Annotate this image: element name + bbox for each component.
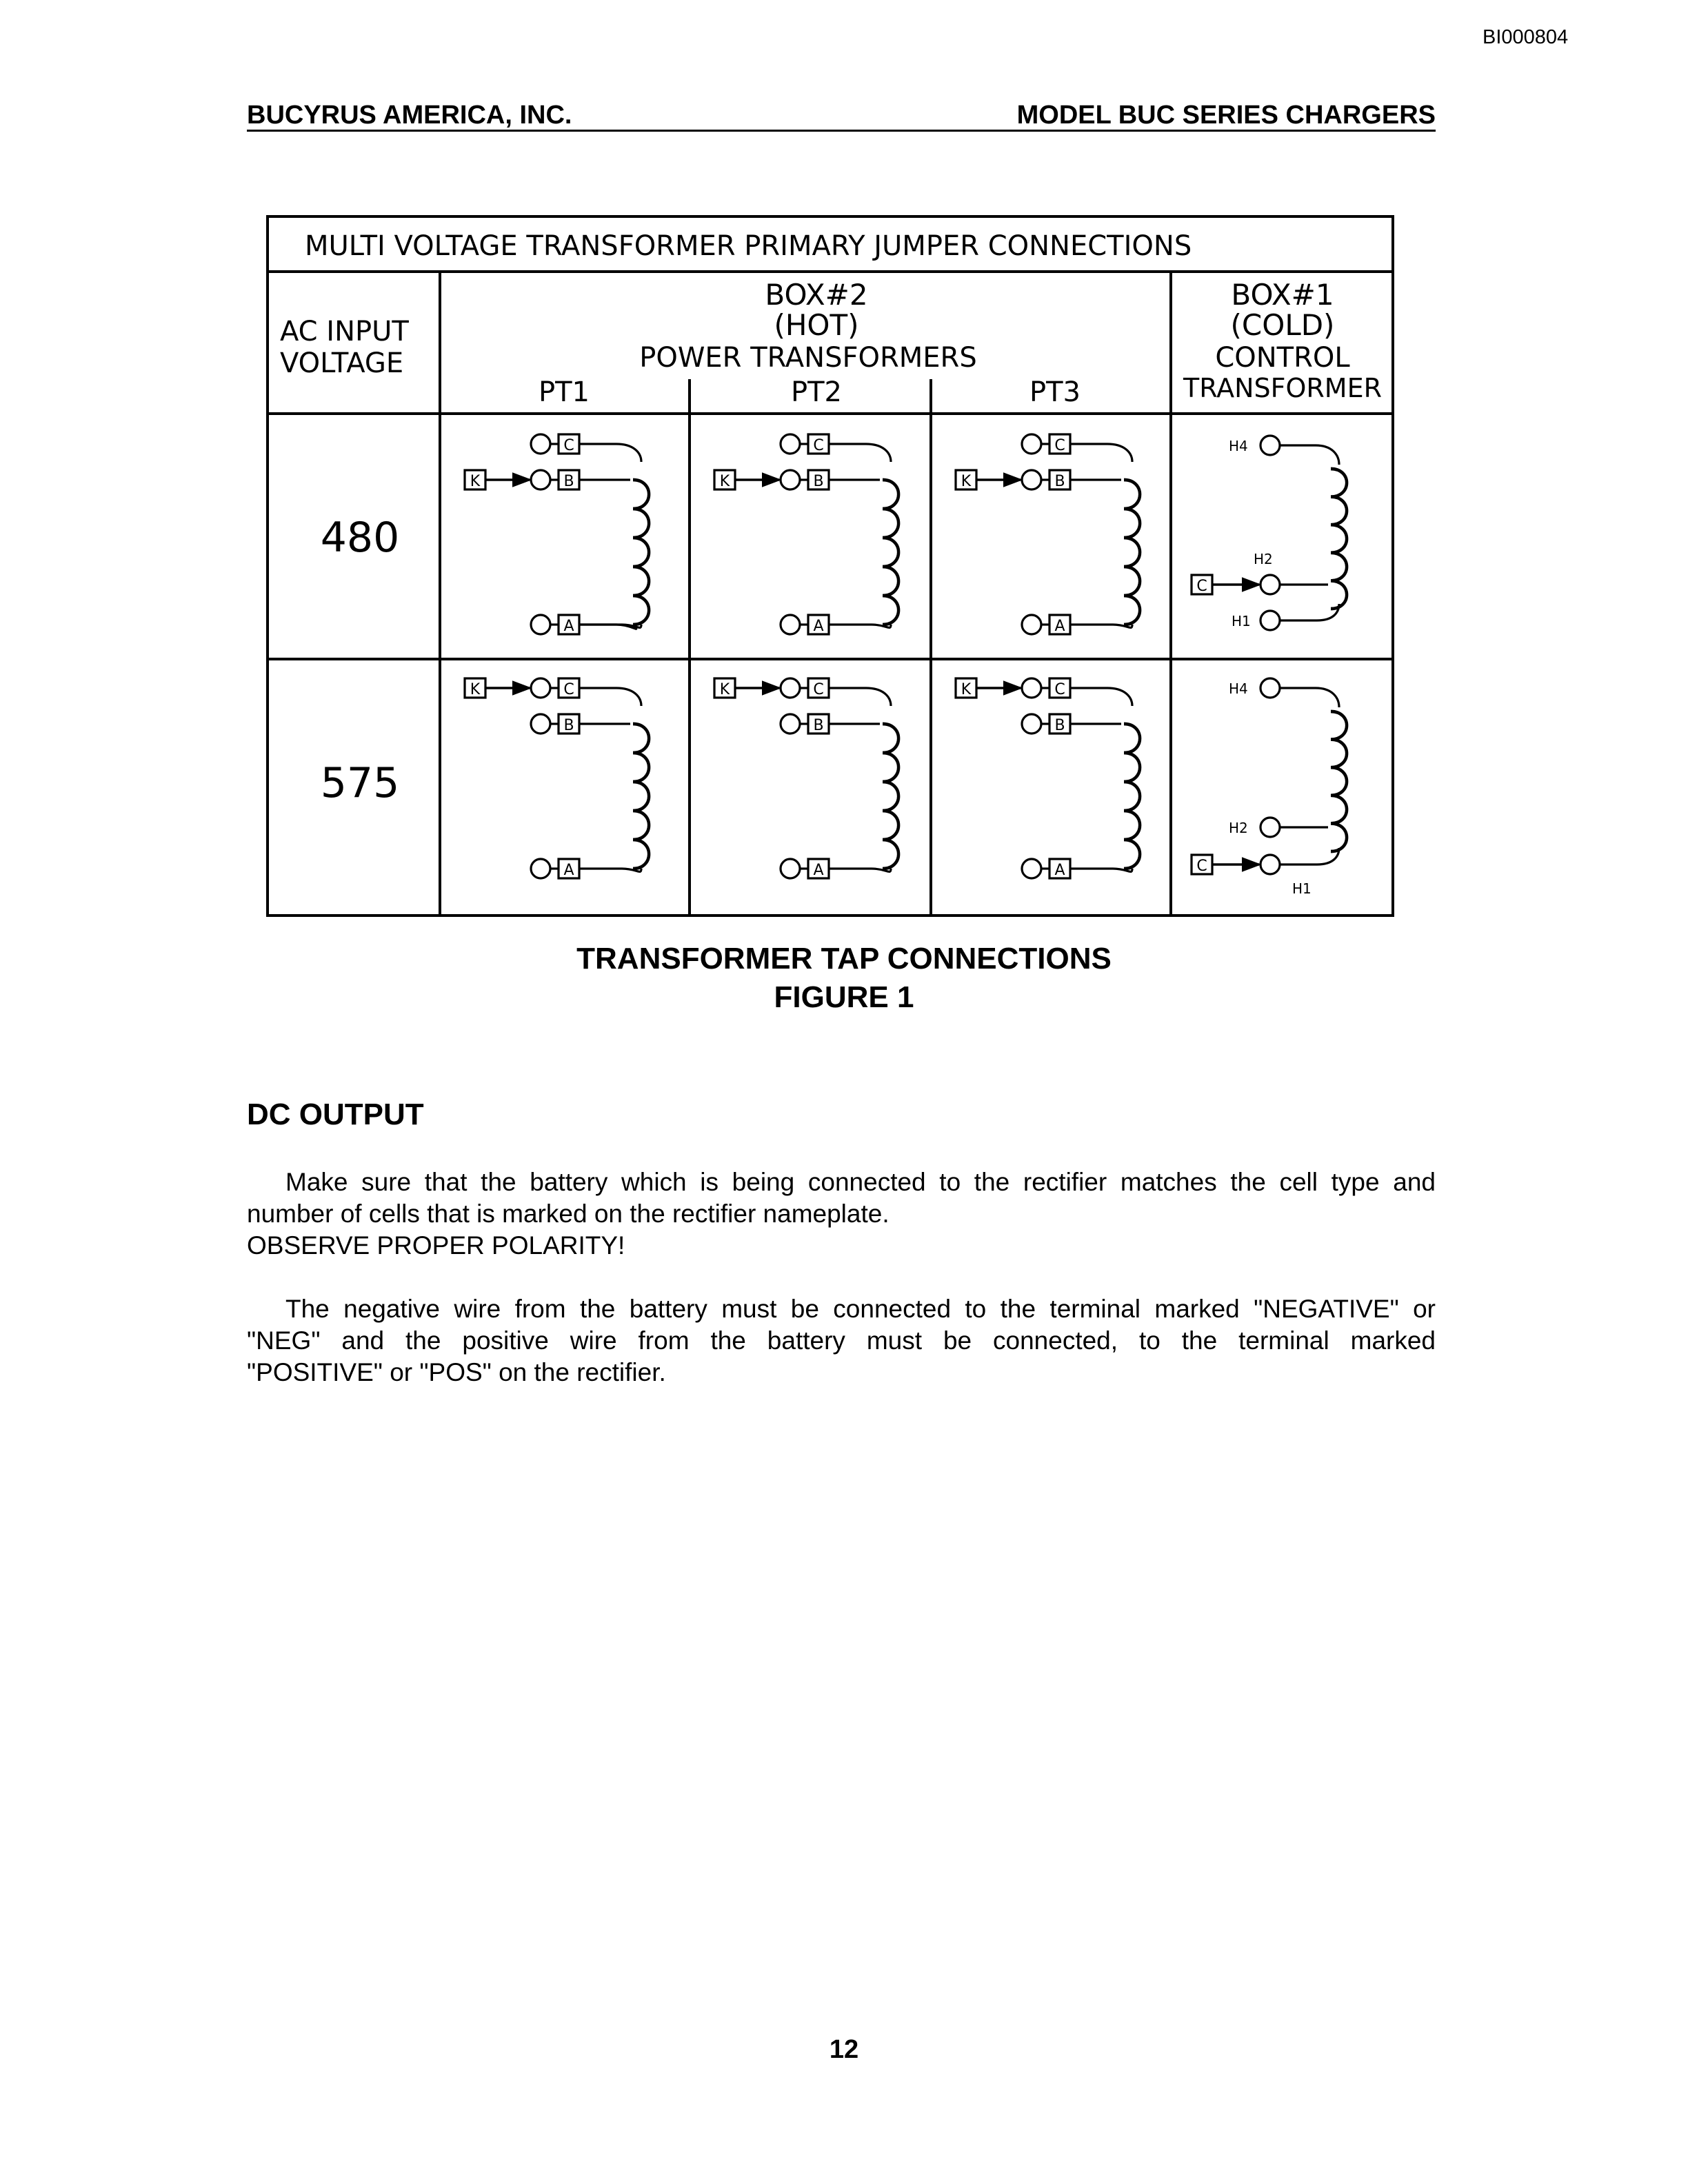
terminal-c: C (1054, 437, 1065, 454)
terminal-c: C (1196, 858, 1207, 875)
terminal-c: C (1196, 578, 1207, 595)
terminal-b: B (1054, 473, 1065, 490)
voltage-575: 575 (320, 759, 400, 807)
control-cell-480 (1192, 436, 1347, 630)
ac-input-label: AC INPUT (280, 316, 409, 347)
terminal-h2: H2 (1254, 551, 1273, 567)
terminal-b: B (1054, 717, 1065, 734)
terminal-a: A (563, 862, 574, 879)
box2-label: BOX#2 (765, 278, 868, 312)
terminal-c: C (1054, 681, 1065, 698)
control-label: CONTROL (1215, 342, 1350, 374)
page-number: 12 (829, 2035, 859, 2064)
figure-caption-title: TRANSFORMER TAP CONNECTIONS (576, 942, 1112, 975)
terminal-a: A (1054, 862, 1065, 879)
pt-cell-480 (465, 434, 1140, 635)
pt-cell-575 (465, 678, 1140, 879)
paragraph-line: OBSERVE PROPER POLARITY! (247, 1231, 625, 1260)
terminal-a: A (813, 862, 824, 879)
paragraph-line: "NEG" and the positive wire from the battery must be connected, to the terminal marked (247, 1326, 1436, 1355)
page-header (247, 101, 1436, 132)
terminal-h1: H1 (1232, 613, 1251, 629)
voltage-label: VOLTAGE (280, 347, 404, 379)
section-heading: DC OUTPUT (247, 1098, 424, 1131)
model-name: MODEL BUC SERIES CHARGERS (1016, 101, 1436, 130)
terminal-k: K (719, 681, 730, 698)
terminal-b: B (813, 473, 824, 490)
terminal-b: B (563, 717, 574, 734)
control-cell-575 (1192, 678, 1347, 897)
terminal-k: K (470, 473, 481, 490)
terminal-a: A (1054, 618, 1065, 635)
terminal-h2: H2 (1229, 820, 1248, 836)
paragraph-line: "POSITIVE" or "POS" on the rectifier. (247, 1358, 666, 1386)
power-transformers-label: POWER TRANSFORMERS (639, 342, 977, 374)
terminal-a: A (813, 618, 824, 635)
pt3-label: PT3 (1029, 376, 1081, 408)
terminal-h1: H1 (1292, 880, 1312, 897)
box1-cold-label: (COLD) (1230, 308, 1335, 342)
terminal-c: C (813, 681, 824, 698)
paragraph-battery-match (247, 1166, 1436, 1262)
terminal-b: B (813, 717, 824, 734)
voltage-480: 480 (320, 514, 400, 562)
paragraph-line: Make sure that the battery which is being connected to the rectifier matches the cell type and (285, 1168, 1436, 1196)
terminal-c: C (813, 437, 824, 454)
box1-label: BOX#1 (1231, 278, 1334, 312)
terminal-b: B (563, 473, 574, 490)
document-id: BI000804 (1483, 26, 1569, 48)
paragraph-line: The negative wire from the battery must be connected to the terminal marked "NEGATIVE" or (285, 1295, 1436, 1323)
transformer-label: TRANSFORMER (1183, 373, 1382, 403)
transformer-jumper-diagram (266, 215, 1394, 917)
terminal-h4: H4 (1229, 438, 1248, 454)
paragraph-line: number of cells that is marked on the rectifier nameplate. (247, 1200, 890, 1228)
terminal-c: C (563, 437, 574, 454)
terminal-h4: H4 (1229, 680, 1248, 697)
terminal-a: A (563, 618, 574, 635)
figure-title: MULTI VOLTAGE TRANSFORMER PRIMARY JUMPER CONNECTIONS (305, 230, 1192, 262)
paragraph-polarity (247, 1293, 1436, 1388)
terminal-k: K (961, 681, 972, 698)
pt1-label: PT1 (538, 376, 590, 408)
pt2-label: PT2 (790, 376, 843, 408)
terminal-k: K (470, 681, 481, 698)
company-name: BUCYRUS AMERICA, INC. (247, 101, 572, 130)
figure-caption-number: FIGURE 1 (774, 980, 914, 1014)
terminal-k: K (961, 473, 972, 490)
terminal-k: K (719, 473, 730, 490)
box2-hot-label: (HOT) (774, 308, 859, 342)
terminal-c: C (563, 681, 574, 698)
